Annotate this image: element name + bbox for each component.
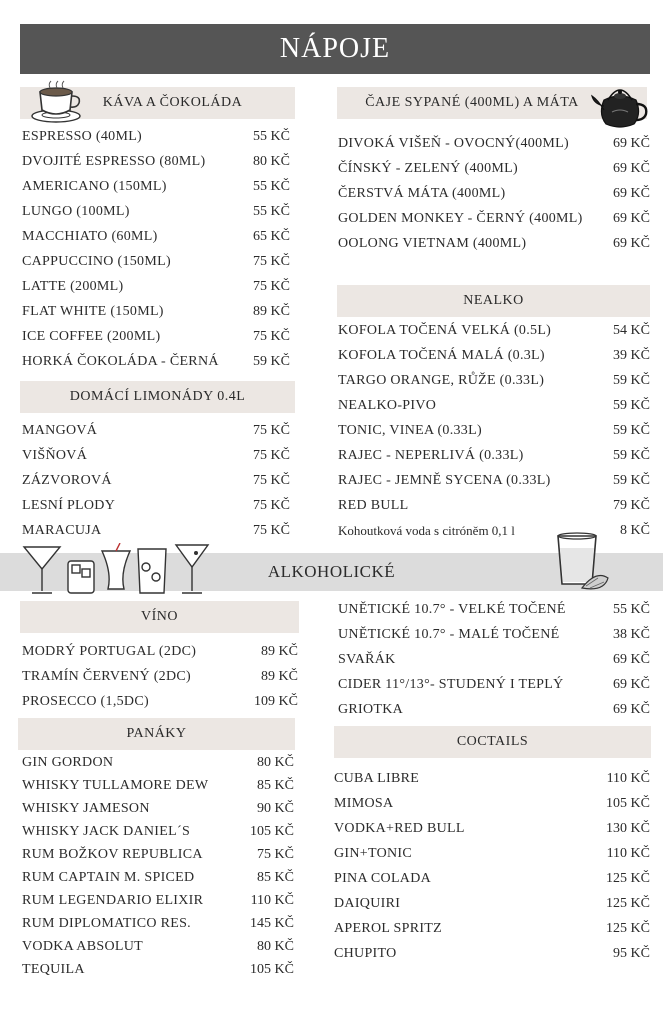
- item-name: CIDER 11°/13°- STUDENÝ I TEPLÝ: [338, 677, 564, 692]
- list-item: [22, 752, 294, 774]
- item-name: MANGOVÁ: [22, 423, 98, 438]
- item-price: 55 KČ: [613, 602, 650, 617]
- list-item: [22, 775, 294, 797]
- item-name: HORKÁ ČOKOLÁDA - ČERNÁ: [22, 354, 219, 369]
- item-name: RAJEC - JEMNĚ SYCENA (0.33L): [338, 473, 551, 488]
- list-item: [334, 842, 650, 866]
- item-name: CHUPITO: [334, 946, 397, 961]
- item-price: 8 KČ: [620, 523, 650, 538]
- list-item: [338, 419, 650, 443]
- item-name: Kohoutková voda s citróněm 0,1 l: [338, 523, 515, 538]
- section-header-limonady: [20, 381, 295, 413]
- list-item: [334, 792, 650, 816]
- section-title: ČAJE SYPANÉ (400ML) A MÁTA: [365, 95, 579, 110]
- item-price: 59 KČ: [613, 473, 650, 488]
- item-name: OOLONG VIETNAM (400ML): [338, 236, 527, 251]
- item-price: 59 KČ: [613, 423, 650, 438]
- list-item: [22, 821, 294, 843]
- item-price: 110 KČ: [250, 893, 294, 908]
- list-item: [338, 394, 650, 418]
- item-price: 75 KČ: [253, 498, 290, 513]
- item-name: CAPPUCCINO (150ML): [22, 254, 171, 269]
- section-title: COCTAILS: [456, 734, 529, 749]
- item-price: 75 KČ: [253, 254, 290, 269]
- item-name: UNĚTICKÉ 10.7° - MALÉ TOČENÉ: [338, 627, 560, 642]
- list-item: [338, 344, 650, 368]
- item-price: 105 KČ: [250, 962, 294, 977]
- section-title: KÁVA A ČOKOLÁDA: [102, 95, 243, 110]
- item-price: 69 KČ: [613, 136, 650, 151]
- item-price: 75 KČ: [253, 523, 290, 538]
- list-item: [22, 325, 290, 349]
- item-price: 75 KČ: [253, 329, 290, 344]
- item-price: 38 KČ: [613, 627, 650, 642]
- list-item: [22, 444, 290, 468]
- list-item: [338, 207, 650, 231]
- item-price: 59 KČ: [613, 373, 650, 388]
- list-item: [22, 300, 290, 324]
- list-item: [334, 867, 650, 891]
- item-name: DVOJITÉ ESPRESSO (80ML): [22, 154, 206, 169]
- item-name: MIMOSA: [334, 796, 394, 811]
- item-price: 59 KČ: [253, 354, 290, 369]
- item-price: 69 KČ: [613, 677, 650, 692]
- list-item: [338, 319, 650, 343]
- item-price: 65 KČ: [253, 229, 290, 244]
- list-item: [22, 913, 294, 935]
- list-item: [334, 942, 650, 966]
- item-name: ZÁZVOROVÁ: [22, 473, 112, 488]
- item-name: RUM LEGENDARIO ELIXIR: [22, 893, 204, 908]
- item-price: 105 KČ: [606, 796, 650, 811]
- list-item: [338, 598, 650, 622]
- item-name: TRAMÍN ČERVENÝ (2DC): [22, 669, 191, 684]
- item-name: KOFOLA TOČENÁ VELKÁ (0.5L): [338, 323, 552, 338]
- item-name: WHISKY TULLAMORE DEW: [22, 778, 209, 793]
- item-name: KOFOLA TOČENÁ MALÁ (0.3L): [338, 348, 545, 363]
- item-price: 95 KČ: [613, 946, 650, 961]
- item-name: WHISKY JAMESON: [22, 801, 150, 816]
- limonady-list: [22, 419, 290, 544]
- panaky-list: [22, 752, 294, 984]
- item-price: 85 KČ: [257, 870, 294, 885]
- list-item: [22, 690, 298, 714]
- item-price: 145 KČ: [250, 916, 294, 931]
- list-item: [338, 494, 650, 518]
- item-name: WHISKY JACK DANIEL´S: [22, 824, 191, 839]
- item-name: ICE COFFEE (200ML): [22, 329, 161, 344]
- list-item: [338, 369, 650, 393]
- list-item: [338, 157, 650, 181]
- list-item: [338, 232, 650, 256]
- list-item: [22, 798, 294, 820]
- item-price: 130 KČ: [606, 821, 650, 836]
- list-item: [22, 150, 290, 174]
- list-item: [338, 673, 650, 697]
- section-title: DOMÁCÍ LIMONÁDY 0.4L: [69, 389, 246, 404]
- caje-list: [338, 132, 650, 257]
- item-name: GIN+TONIC: [334, 846, 412, 861]
- item-name: RUM BOŽKOV REPUBLICA: [22, 847, 203, 862]
- list-item: [22, 959, 294, 981]
- list-item: [22, 125, 290, 149]
- list-item: [22, 419, 290, 443]
- item-name: PINA COLADA: [334, 871, 432, 886]
- item-name: APEROL SPRITZ: [334, 921, 443, 936]
- item-price: 59 KČ: [613, 398, 650, 413]
- list-item: [338, 444, 650, 468]
- item-price: 55 KČ: [253, 204, 290, 219]
- item-name: RUM DIPLOMATICO RES.: [22, 916, 191, 931]
- section-header-panaky: [18, 718, 295, 750]
- item-name: GOLDEN MONKEY - ČERNÝ (400ML): [338, 211, 583, 226]
- page-title: NÁPOJE: [20, 24, 650, 74]
- item-price: 89 KČ: [261, 644, 298, 659]
- item-price: 109 KČ: [254, 694, 298, 709]
- item-price: 110 KČ: [606, 771, 650, 786]
- item-price: 75 KČ: [253, 473, 290, 488]
- list-item: [22, 519, 290, 543]
- item-name: ČÍNSKÝ - ZELENÝ (400ML): [338, 161, 518, 176]
- section-header-nealko: [337, 285, 650, 317]
- teapot-icon: [590, 78, 650, 132]
- list-item: [22, 936, 294, 958]
- section-title: NEALKO: [463, 293, 524, 308]
- item-name: VODKA ABSOLUT: [22, 939, 143, 954]
- nealko-list: [338, 319, 650, 546]
- item-price: 105 KČ: [250, 824, 294, 839]
- item-name: LUNGO (100ML): [22, 204, 130, 219]
- item-name: GIN GORDON: [22, 755, 114, 770]
- item-price: 69 KČ: [613, 702, 650, 717]
- pivo-list: [338, 598, 650, 723]
- cocktail-glasses-icon: [20, 543, 210, 599]
- item-name: TEQUILA: [22, 962, 85, 977]
- list-item: [338, 648, 650, 672]
- list-item: [338, 469, 650, 493]
- item-price: 125 KČ: [606, 921, 650, 936]
- item-price: 79 KČ: [613, 498, 650, 513]
- item-name: TARGO ORANGE, RŮŽE (0.33L): [338, 373, 545, 388]
- item-name: ČERSTVÁ MÁTA (400ML): [338, 186, 506, 201]
- list-item: [338, 623, 650, 647]
- item-name: VODKA+RED BULL: [334, 821, 465, 836]
- list-item: [22, 200, 290, 224]
- item-price: 75 KČ: [253, 423, 290, 438]
- item-price: 75 KČ: [253, 279, 290, 294]
- item-name: DIVOKÁ VIŠEŇ - OVOCNÝ(400ML): [338, 136, 569, 151]
- item-name: FLAT WHITE (150ML): [22, 304, 164, 319]
- item-name: SVAŘÁK: [338, 652, 396, 667]
- item-price: 54 KČ: [613, 323, 650, 338]
- item-price: 110 KČ: [606, 846, 650, 861]
- item-price: 85 KČ: [257, 778, 294, 793]
- item-price: 80 KČ: [257, 939, 294, 954]
- item-price: 125 KČ: [606, 896, 650, 911]
- item-name: PROSECCO (1,5DC): [22, 694, 149, 709]
- item-name: TONIC, VINEA (0.33L): [338, 423, 482, 438]
- item-name: MARACUJA: [22, 523, 102, 538]
- item-name: DAIQUIRI: [334, 896, 401, 911]
- item-name: MACCHIATO (60ML): [22, 229, 158, 244]
- kava-list: [22, 125, 290, 375]
- item-price: 89 KČ: [261, 669, 298, 684]
- item-name: RUM CAPTAIN M. SPICED: [22, 870, 195, 885]
- item-price: 69 KČ: [613, 211, 650, 226]
- item-name: RAJEC - NEPERLIVÁ (0.33L): [338, 448, 524, 463]
- section-title: PANÁKY: [126, 726, 187, 741]
- list-item: [22, 640, 298, 664]
- list-item: [334, 892, 650, 916]
- item-name: MODRÝ PORTUGAL (2DC): [22, 644, 197, 659]
- section-title: VÍNO: [141, 609, 178, 624]
- lemonade-glass-icon: [552, 530, 610, 594]
- item-price: 55 KČ: [253, 179, 290, 194]
- list-item: [22, 250, 290, 274]
- item-name: LESNÍ PLODY: [22, 498, 116, 513]
- item-name: UNĚTICKÉ 10.7° - VELKÉ TOČENÉ: [338, 602, 566, 617]
- list-item: [22, 844, 294, 866]
- item-name: VIŠŇOVÁ: [22, 448, 88, 463]
- list-item: [22, 665, 298, 689]
- item-price: 90 KČ: [257, 801, 294, 816]
- item-price: 80 KČ: [257, 755, 294, 770]
- item-name: ESPRESSO (40ML): [22, 129, 143, 144]
- list-item: [334, 917, 650, 941]
- item-price: 75 KČ: [253, 448, 290, 463]
- item-price: 69 KČ: [613, 161, 650, 176]
- item-price: 69 KČ: [613, 652, 650, 667]
- coffee-cup-icon: [28, 80, 82, 124]
- item-name: LATTE (200ML): [22, 279, 124, 294]
- item-name: GRIOTKA: [338, 702, 404, 717]
- section-header-coctails: [334, 726, 651, 758]
- item-price: 39 KČ: [613, 348, 650, 363]
- list-item: [22, 890, 294, 912]
- list-item: [334, 767, 650, 791]
- item-name: AMERICANO (150ML): [22, 179, 167, 194]
- list-item: [22, 350, 290, 374]
- list-item: [22, 225, 290, 249]
- list-item: [22, 867, 294, 889]
- vino-list: [22, 640, 298, 715]
- item-price: 89 KČ: [253, 304, 290, 319]
- item-name: NEALKO-PIVO: [338, 398, 437, 413]
- item-name: CUBA LIBRE: [334, 771, 420, 786]
- list-item: [338, 132, 650, 156]
- section-header-vino: [20, 601, 299, 633]
- list-item: [22, 275, 290, 299]
- item-price: 75 KČ: [257, 847, 294, 862]
- item-price: 55 KČ: [253, 129, 290, 144]
- list-item: [22, 175, 290, 199]
- list-item: [22, 469, 290, 493]
- item-price: 125 KČ: [606, 871, 650, 886]
- item-price: 80 KČ: [253, 154, 290, 169]
- item-price: 69 KČ: [613, 236, 650, 251]
- list-item: [334, 817, 650, 841]
- section-title: ALKOHOLICKÉ: [267, 562, 396, 581]
- list-item: [22, 494, 290, 518]
- list-item: [338, 698, 650, 722]
- item-price: 69 KČ: [613, 186, 650, 201]
- coctails-list: [334, 767, 650, 967]
- item-name: RED BULL: [338, 498, 409, 513]
- list-item: [338, 182, 650, 206]
- item-price: 59 KČ: [613, 448, 650, 463]
